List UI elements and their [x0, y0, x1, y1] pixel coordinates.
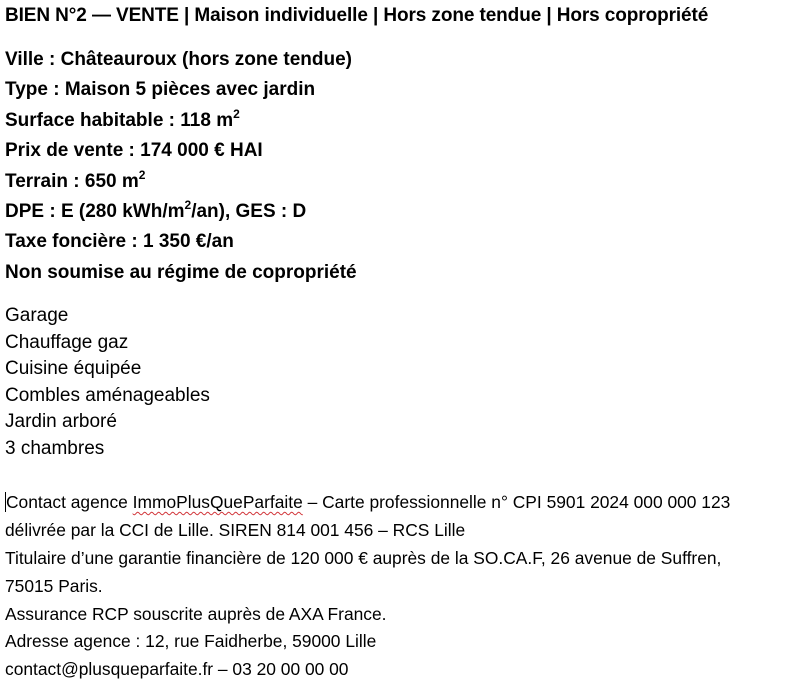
contact-line-1	[5, 489, 730, 517]
feature-list	[5, 303, 210, 463]
fact-land-text: Terrain : 650 m	[5, 170, 139, 192]
fact-city: Ville : Châteauroux (hors zone tendue)	[5, 49, 352, 70]
fact-surface-text: Surface habitable : 118 m	[5, 109, 234, 131]
fact-dpe-text: DPE : E (280 kWh/m	[5, 200, 185, 222]
fact-copro: Non soumise au régime de copropriété	[5, 261, 357, 283]
fact-tax: Taxe foncière : 1 350 €/an	[5, 231, 234, 253]
contact-line-3: Titulaire d’une garantie financière de 120 000 € auprès de la SO.CA.F, 26 avenue de Suffren,	[5, 547, 722, 568]
fact-land-exponent: 2	[138, 167, 146, 182]
fact-type: Type : Maison 5 pièces avec jardin	[5, 79, 316, 101]
contact-line-4: 75015 Paris.	[5, 575, 103, 596]
agency-name-spellcheck[interactable]: ImmoPlusQueParfaite	[132, 492, 303, 512]
feature-item: Combles aménageables	[5, 384, 210, 406]
contact-line-1-suffix: – Carte professionnelle n° CPI 5901 2024 000 000 123	[302, 492, 731, 512]
fact-surface-exponent: 2	[233, 106, 240, 121]
listing-heading: BIEN N°2 — VENTE | Maison individuelle | Hors zone tendue | Hors copropriété	[5, 5, 709, 26]
feature-item: Chauffage gaz	[5, 331, 129, 353]
contact-line-2: délivrée par la CCI de Lille. SIREN 814 001 456 – RCS Lille	[5, 519, 466, 540]
fact-dpe	[5, 198, 357, 228]
agency-contact	[5, 489, 730, 684]
contact-line-5: Assurance RCP souscrite auprès de AXA France.	[5, 603, 387, 624]
fact-dpe-exponent: 2	[184, 197, 192, 212]
fact-land	[5, 168, 357, 198]
feature-item: 3 chambres	[5, 437, 105, 459]
feature-item: Cuisine équipée	[5, 358, 142, 380]
contact-line-1-prefix: Contact agence	[6, 492, 133, 512]
contact-line-6: Adresse agence : 12, rue Faidherbe, 59000 Lille	[5, 631, 377, 652]
feature-item: Jardin arboré	[5, 411, 117, 433]
fact-dpe-suffix: /an), GES : D	[191, 200, 307, 222]
contact-line-7: contact@plusqueparfaite.fr – 03 20 00 00 00	[5, 659, 349, 680]
fact-surface	[5, 107, 357, 137]
fact-price: Prix de vente : 174 000 € HAI	[5, 140, 263, 162]
feature-item: Garage	[5, 305, 69, 326]
property-facts	[5, 46, 357, 289]
